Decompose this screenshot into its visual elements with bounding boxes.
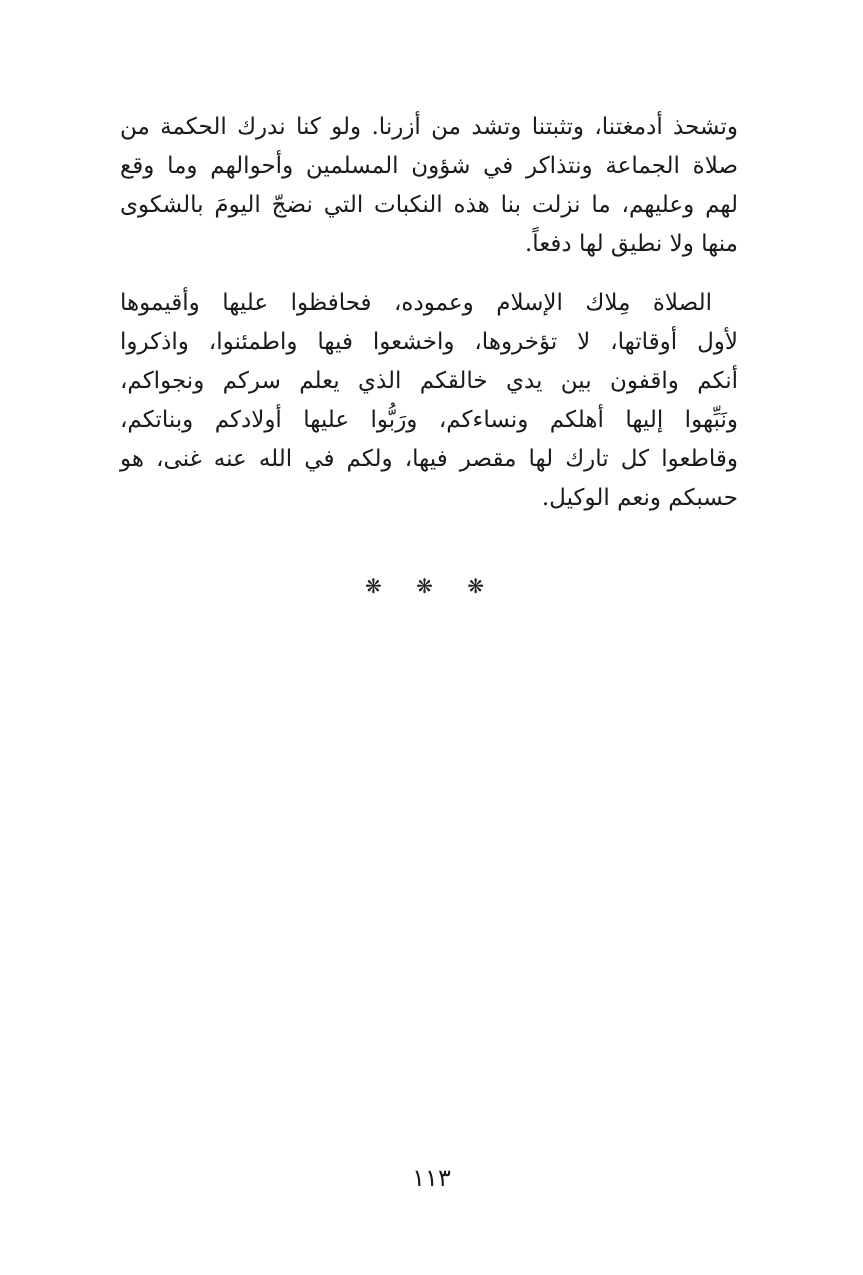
paragraph-2-line-2: لأول أوقاتها، لا تؤخروها، واخشعوا فيها واطمئنوا، واذكروا: [120, 329, 738, 355]
paragraph-1-line-1: وتشحذ أدمغتنا، وتثبتنا وتشد من أزرنا. ولو كنا ندرك الحكمة من: [120, 114, 738, 140]
paragraph-2-line-6: حسبكم ونعم الوكيل.: [541, 485, 738, 511]
page-number: ١١٣: [412, 1164, 451, 1192]
paragraph-1-line-3: لهم وعليهم، ما نزلت بنا هذه النكبات التي نضجّ اليومَ بالشكوى: [120, 192, 738, 218]
section-separator: ❋ ❋ ❋: [365, 574, 498, 598]
paragraph-2-line-3: أنكم واقفون بين يدي خالقكم الذي يعلم سركم ونجواكم،: [120, 368, 738, 394]
paragraph-2: [120, 284, 738, 518]
paragraph-1: [120, 108, 738, 264]
body-text: [120, 108, 738, 518]
paragraph-1-line-2: صلاة الجماعة ونتذاكر في شؤون المسلمين وأحوالهم وما وقع: [120, 153, 738, 179]
paragraph-1-line-4: منها ولا نطيق لها دفعاً.: [525, 231, 738, 257]
paragraph-2-line-5: وقاطعوا كل تارك لها مقصر فيها، ولكم في الله عنه غنى، هو: [120, 446, 738, 472]
paragraph-2-line-4: ونَبِّهوا إليها أهلكم ونساءكم، ورَبُّوا عليها أولادكم وبناتكم،: [120, 407, 738, 433]
paragraph-2-line-1: الصلاة مِلاك الإسلام وعموده، فحافظوا عليها وأقيموها: [120, 290, 712, 316]
